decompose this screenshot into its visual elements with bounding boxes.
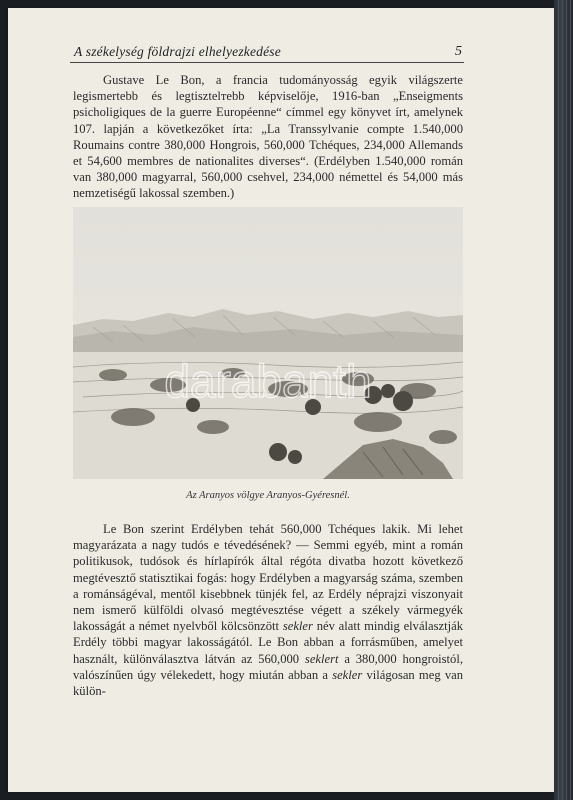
watermark-text: darabanth <box>164 355 372 407</box>
book-edge <box>554 0 573 800</box>
page-number: 5 <box>455 44 462 59</box>
paragraph-1: Gustave Le Bon, a francia tudományosság egyik világszerte legismertebb és legtisztelтebb képviselője, 1916-ban „Enseigments psicholigiques de la guerre Européenne“ címmel egy könyvet írt, amelynek 107. lapján a következőket írta: „La Transsylvanie compte 1.540,000 Roumains contre 380,000 Hongrois, 560,000 Tchéques, 234,000 Allemands et 54,600 membres de nationalites diverses“. (Erdélyben 1.540,000 román van 380,000 magyarral, 560,000 csehvel, 234,000 némettel és 54,000 más nemzetiségű lakossal szemben.) <box>73 73 463 201</box>
header-title: A székelység földrajzi elhelyezkedése <box>74 44 281 59</box>
figure-caption: Az Aranyos völgye Aranyos-Gyéresnél. <box>186 490 350 501</box>
paragraph-2: Le Bon szerint Erdélyben tehát 560,000 Tchéques lakik. Mi lehet magyarázata a nagy tudós e tévedésének? — Semmi egyéb, mint a román politikusok, tudósok és hírlapírók által régóta divatba hozott következő megtévesztő statisztikai fogás: hogy Erdélyben a magyarság száma, szemben a románságéval, mentől kisebbnek tünjék fel, az Erdély néprajzi viszonyait nem ismerő külföldi olvasó megtévesztése végett a székely vármegyék lakosságát a német nyelvből kölcsönzött sekler név alatt mindig elválasztják Erdély többi magyar lakosságától. Le Bon abban a forrásműben, amelyet használt, különválasztva látván az 560,000 seklert a 380,000 hongroistól, valószínűen úgy vélekedett, hogy miután abban a sekler világosan meg van külön- <box>73 522 464 699</box>
landscape-illustration <box>73 207 463 479</box>
running-header <box>70 44 464 63</box>
